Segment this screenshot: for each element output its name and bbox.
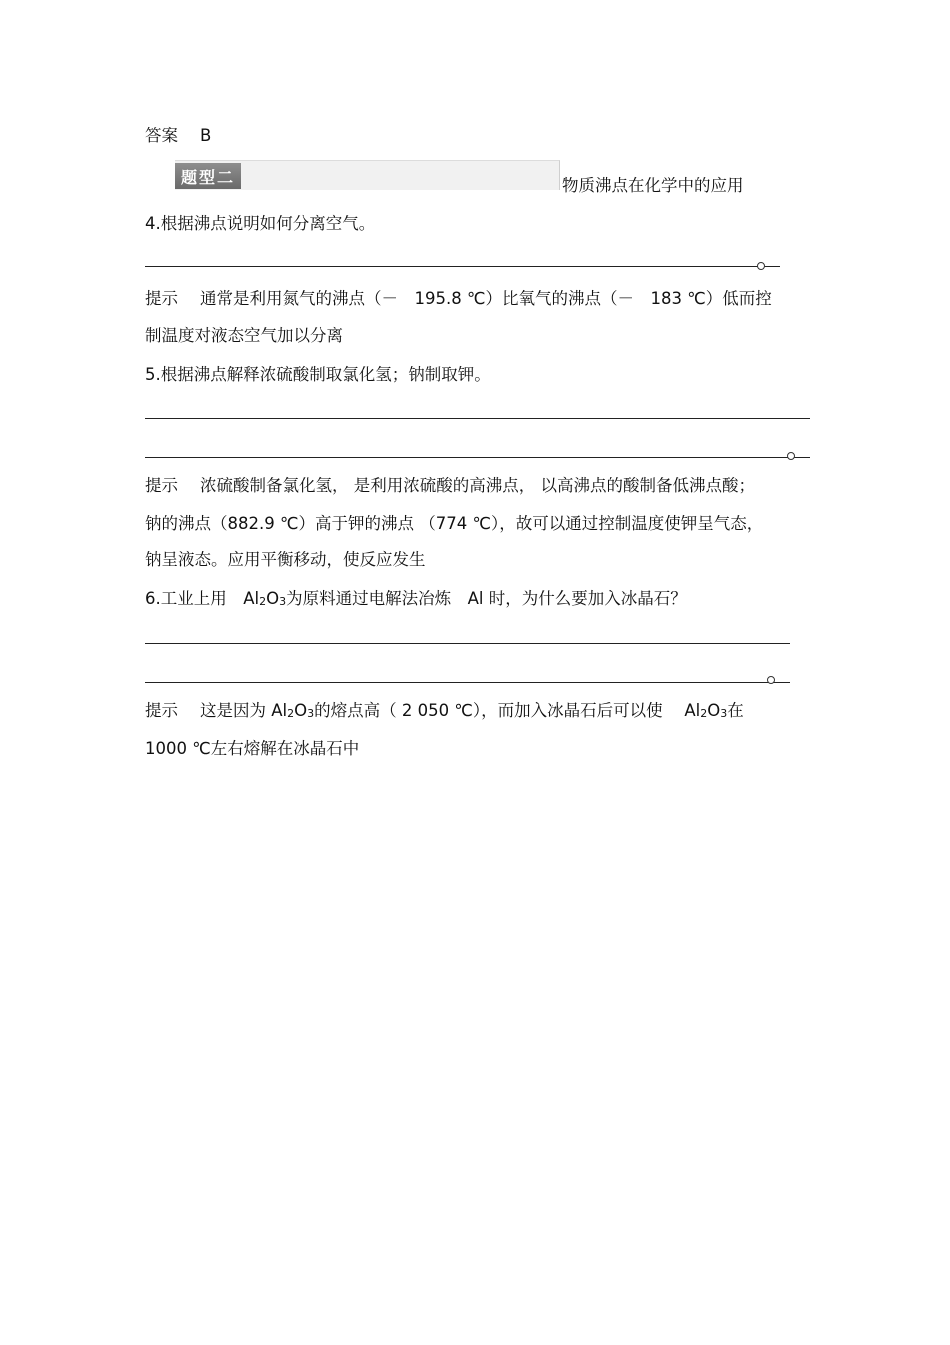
answer-blank-6a [145, 643, 790, 644]
question-6-part: 6.工业上用 Al [145, 589, 260, 608]
answer-blank-5b [145, 457, 810, 458]
answer-line [145, 125, 211, 147]
hint-5-line1 [145, 475, 755, 497]
subscript: 3 [307, 707, 315, 720]
hint-6-line2: 1000 ℃左右熔解在冰晶石中 [145, 739, 360, 758]
question-6 [145, 588, 687, 613]
hint-6-part: O [707, 701, 721, 720]
hint-5-line2: 钠的沸点（882.9 ℃）高于钾的沸点 （774 ℃），故可以通过控制温度使钾呈气态， [145, 514, 764, 533]
subscript: 2 [700, 707, 708, 720]
hint-5-line3: 钠呈液态。应用平衡移动，使反应发生 [145, 550, 426, 569]
hint-6-part: O [294, 701, 308, 720]
section-banner [175, 160, 560, 190]
hint-label: 提示 [145, 701, 178, 720]
hint-5-text1: 浓硫酸制备氯化氢， 是利用浓硫酸的高沸点， 以高沸点的酸制备低沸点酸； [200, 476, 755, 495]
subscript: 2 [259, 595, 267, 608]
question-5: 5.根据沸点解释浓硫酸制取氯化氢；钠制取钾。 [145, 365, 491, 384]
hint-6-part: 这是因为 Al [200, 701, 288, 720]
hint-label: 提示 [145, 289, 178, 308]
hint-label: 提示 [145, 476, 178, 495]
subscript: 2 [287, 707, 295, 720]
answer-label: 答案 [145, 126, 178, 145]
hint-4-text1: 通常是利用氮气的沸点（－ 195.8 ℃）比氧气的沸点（－ 183 ℃）低而控 [200, 289, 772, 308]
period-mark [767, 676, 775, 684]
section-title: 物质沸点在化学中的应用 [562, 176, 744, 195]
hint-6-part: 在 [727, 701, 744, 720]
hint-6-line1 [145, 700, 744, 725]
question-6-part: 为原料通过电解法冶炼 Al 时，为什么要加入冰晶石？ [286, 589, 687, 608]
answer-blank-4 [145, 266, 780, 267]
subscript: 3 [720, 707, 728, 720]
hint-4-line2: 制温度对液态空气加以分离 [145, 326, 343, 345]
period-mark [757, 262, 765, 270]
period-mark [787, 452, 795, 460]
question-6-part: O [266, 589, 280, 608]
question-4: 4.根据沸点说明如何分离空气。 [145, 214, 376, 233]
subscript: 3 [279, 595, 287, 608]
hint-4-line1 [145, 288, 772, 310]
answer-blank-6b [145, 682, 790, 683]
answer-value: B [200, 126, 212, 145]
section-badge: 题型二 [175, 163, 241, 189]
hint-6-part: 的熔点高（ 2 050 ℃），而加入冰晶石后可以使 Al [314, 701, 701, 720]
answer-blank-5a [145, 418, 810, 419]
